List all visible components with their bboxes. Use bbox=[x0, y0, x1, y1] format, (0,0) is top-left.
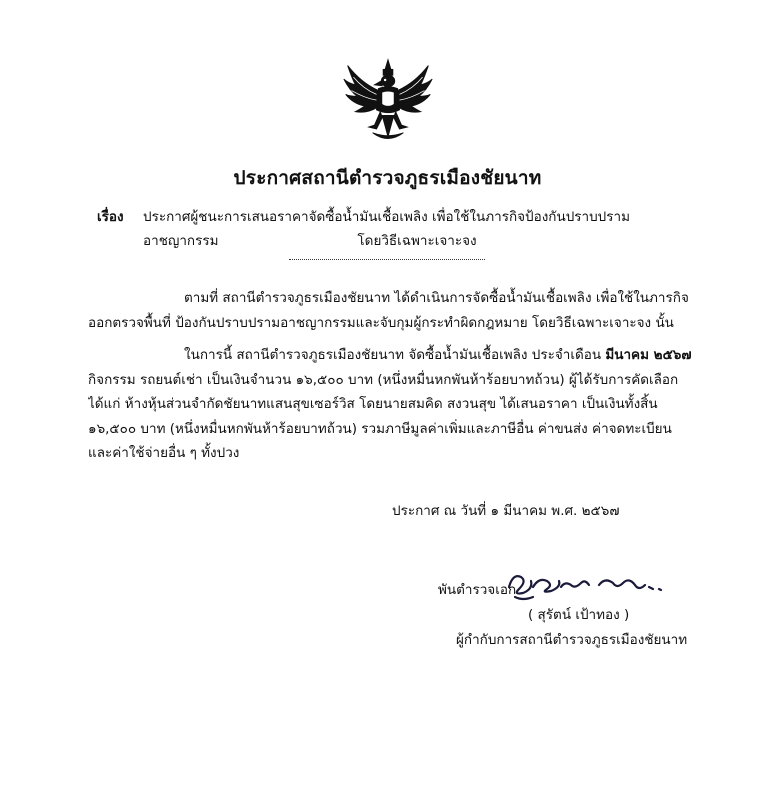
paragraph-line: กิจกรรม รถยนต์เช่า เป็นเงินจำนวน ๑๖,๕๐๐ บาท (หนึ่งหมื่นหกพันห้าร้อยบาทถ้วน) ผู้ได้รับการคัดเลือก bbox=[88, 371, 679, 388]
handwritten-signature bbox=[503, 567, 668, 603]
month-year-bold: มีนาคม ๒๕๖๗ bbox=[605, 347, 692, 363]
dotted-divider bbox=[289, 253, 485, 260]
paragraph-line: และค่าใช้จ่ายอื่น ๆ ทั้งปวง bbox=[88, 445, 240, 461]
paragraph-background bbox=[88, 286, 696, 335]
document-title: ประกาศสถานีตำรวจภูธรเมืองชัยนาท bbox=[233, 167, 542, 189]
subject-text: ประกาศผู้ชนะการเสนอราคาจัดซื้อน้ำมันเชื้อเพลิง เพื่อใช้ในภารกิจป้องกันปราบปรามอาชญากรรม bbox=[143, 209, 630, 249]
paragraph-details bbox=[88, 343, 696, 466]
announcement-date: ประกาศ ณ วันที่ ๑ มีนาคม พ.ศ. ๒๕๖๗ bbox=[392, 503, 620, 519]
paragraph-line: ๑๖,๕๐๐ บาท (หนึ่งหมื่นหกพันห้าร้อยบาทถ้วน) รวมภาษีมูลค่าเพิ่มและภาษีอื่น ค่าขนส่ง ค่าจดทะเบียน bbox=[88, 420, 672, 437]
signatory-name: ( สุรัตน์ เป้าทอง ) bbox=[528, 607, 630, 623]
subject-text-continued: โดยวิธีเฉพาะเจาะจง bbox=[357, 233, 477, 249]
signatory-rank: พันตำรวจเอก bbox=[438, 582, 517, 598]
paragraph-text: ในการนี้ สถานีตำรวจภูธรเมืองชัยนาท จัดซื้อน้ำมันเชื้อเพลิง ประจำเดือน bbox=[184, 347, 606, 363]
paragraph-line: ออกตรวจพื้นที่ ป้องกันปราบปรามอาชญากรรมและจับกุมผู้กระทำผิดกฎหมาย โดยวิธีเฉพาะเจาะจง นั้น bbox=[88, 314, 674, 331]
signatory-position: ผู้กำกับการสถานีตำรวจภูธรเมืองชัยนาท bbox=[456, 632, 688, 648]
paragraph-line: ตามที่ สถานีตำรวจภูธรเมืองชัยนาท ได้ดำเนินการจัดซื้อน้ำมันเชื้อเพลิง เพื่อใช้ในภารกิจ bbox=[184, 290, 689, 306]
paragraph-line: ได้แก่ ห้างหุ้นส่วนจำกัดชัยนาทแสนสุขเซอร์วิส โดยนายสมคิด สงวนสุข ได้เสนอราคา เป็นเงินทั้งสิ้น bbox=[88, 396, 658, 412]
garuda-emblem-icon bbox=[340, 56, 436, 152]
subject-label: เรื่อง bbox=[97, 209, 124, 225]
paragraph-line bbox=[88, 343, 696, 368]
